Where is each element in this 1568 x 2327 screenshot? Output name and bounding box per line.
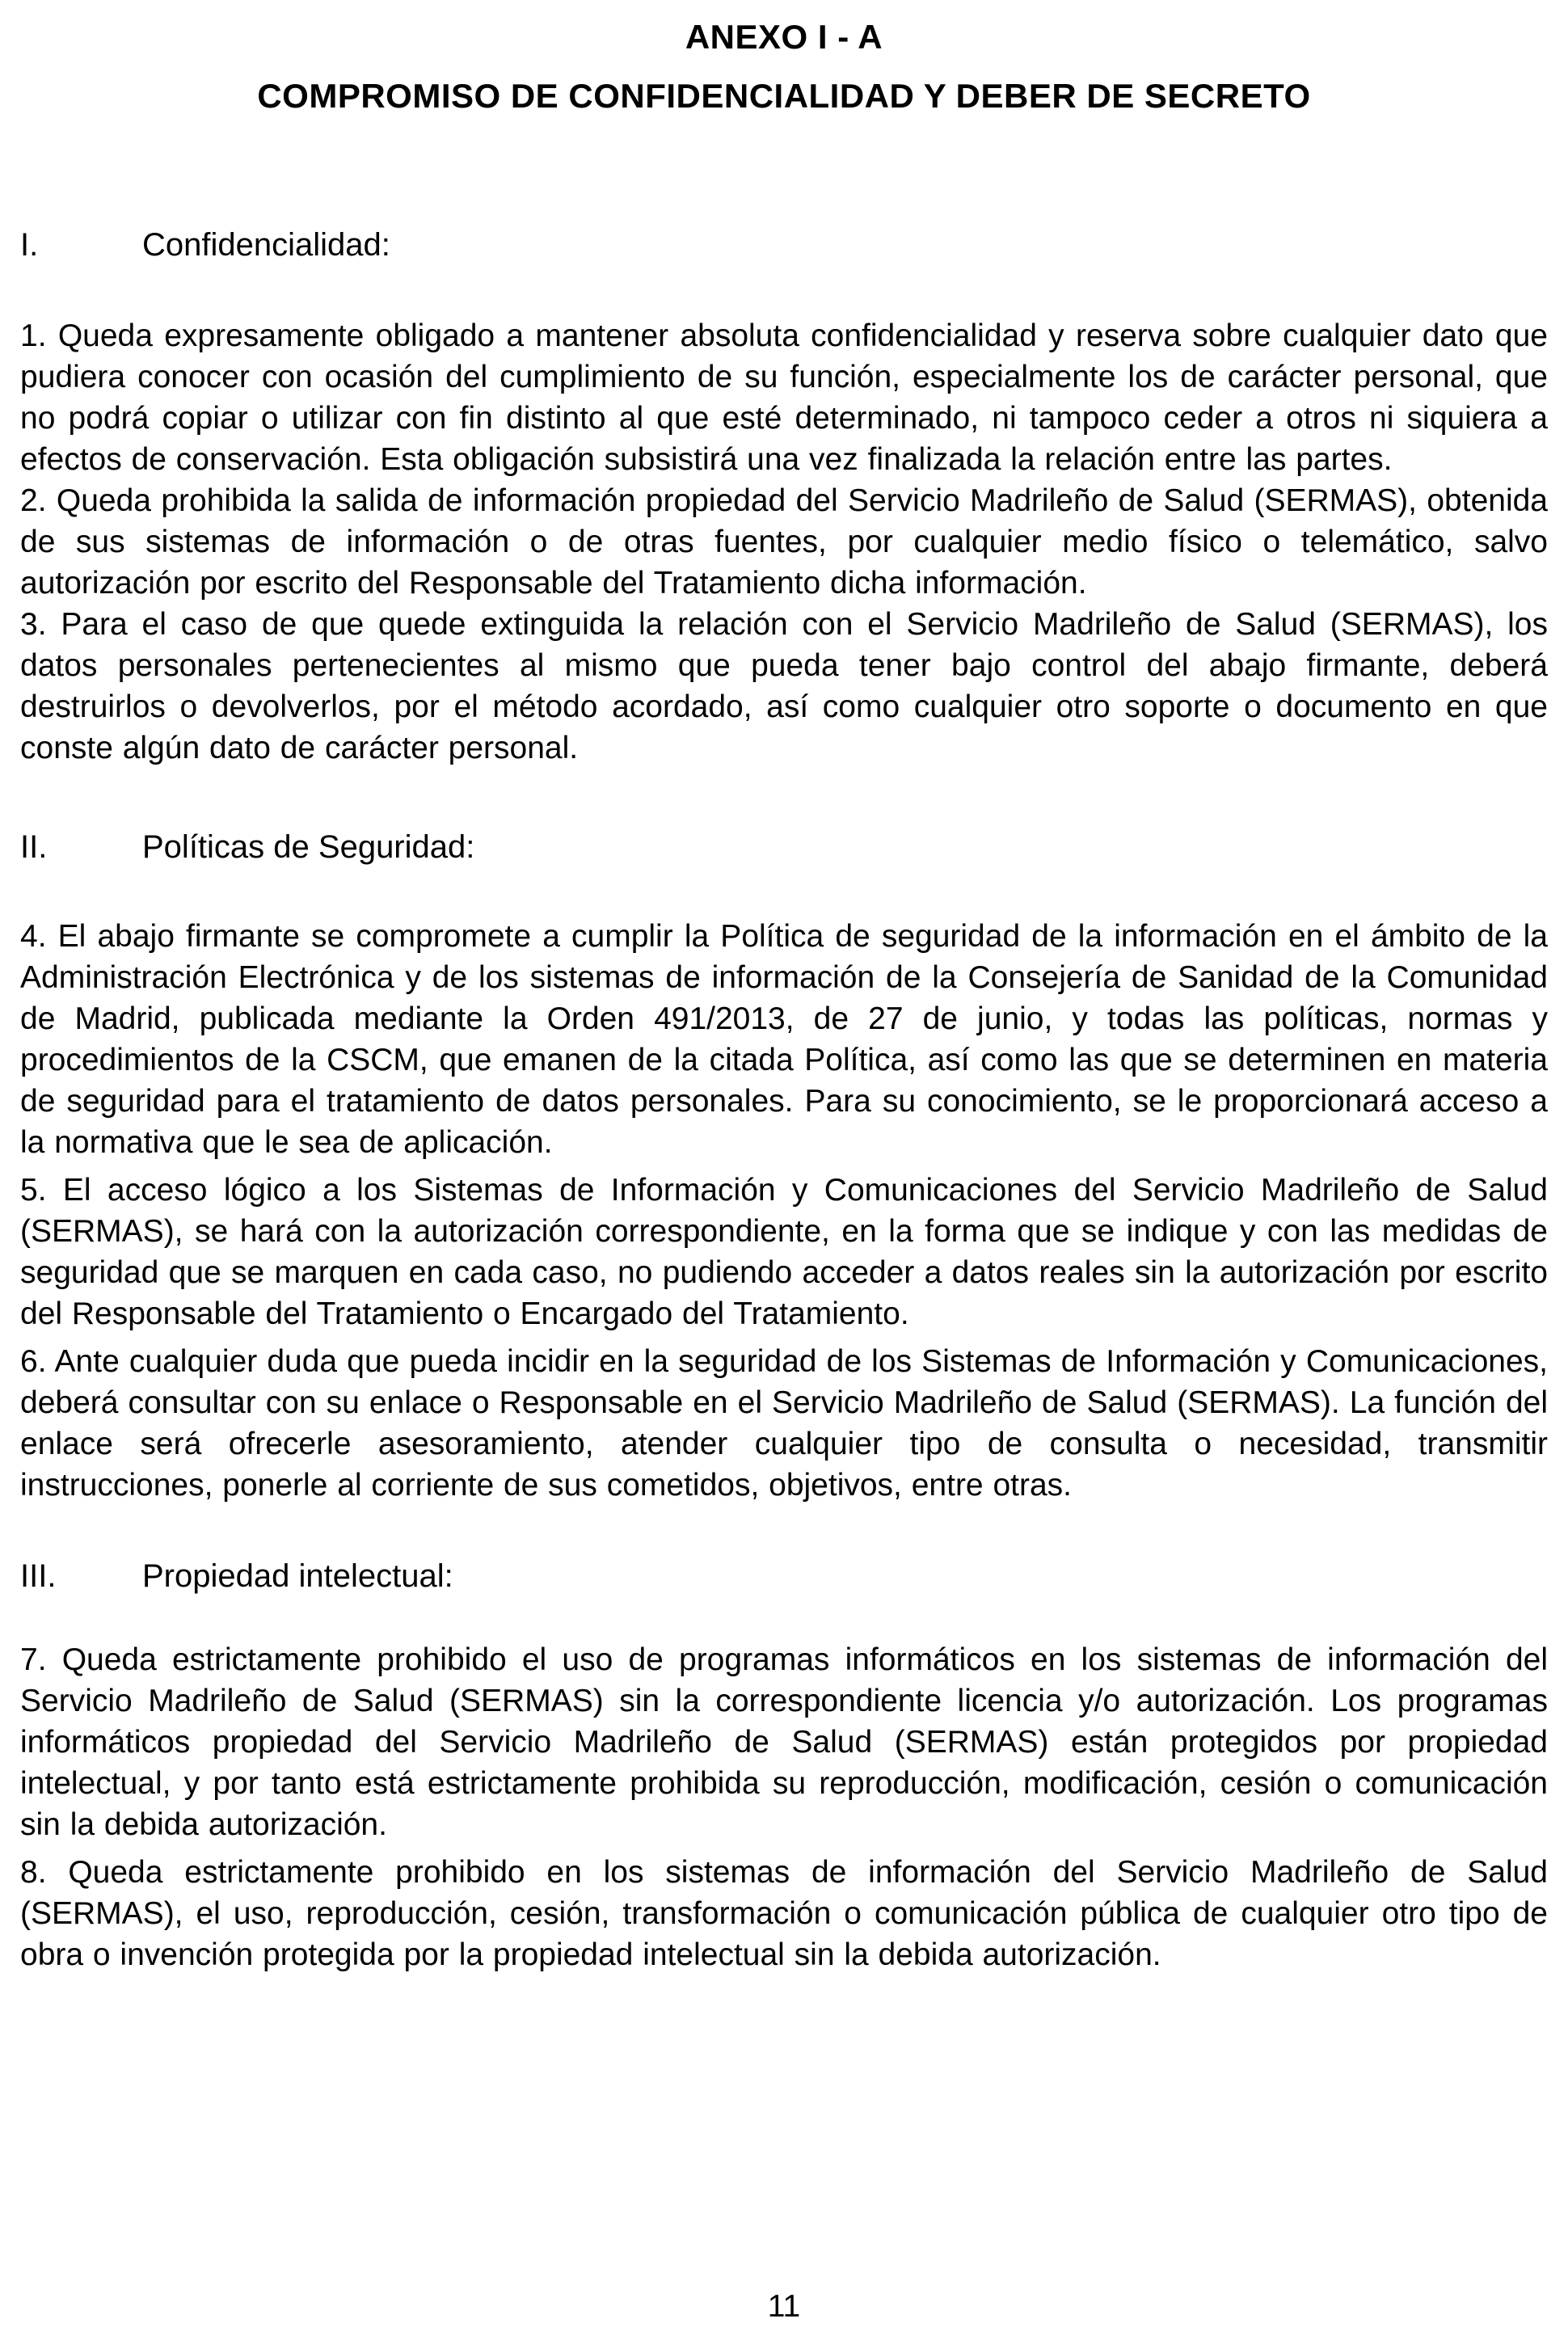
paragraph-8: 8. Queda estrictamente prohibido en los sistemas de información del Servicio Madrileño de Salud (SERMAS), el uso, reproducción, cesión, transformación o comunicación pública de cualquier otro tipo de obra o invención protegida por la propiedad intelectual sin la debida autorización. (20, 1855, 1548, 1972)
paragraph-2: 2. Queda prohibida la salida de información propiedad del Servicio Madrileño de Salud (SERMAS), obtenida de sus sistemas de información o de otras fuentes, por cualquier medio físico o telemático, salvo autorización por escrito del Responsable del Tratamiento dicha información. (20, 483, 1548, 601)
paragraph-7: 7. Queda estrictamente prohibido el uso de programas informáticos en los sistemas de información del Servicio Madrileño de Salud (SERMAS) sin la correspondiente licencia y/o autorización. Los programas informáticos propiedad del Servicio Madrileño de Salud (SERMAS) están protegidos por propiedad intelectual, y por tanto está estrictamente prohibida su reproducción, modificación, cesión o comunicación sin la debida autorización. (20, 1642, 1548, 1842)
section-numeral: III. (20, 1558, 57, 1594)
section-numeral: I. (20, 227, 39, 263)
document-page (0, 18, 1568, 2324)
section-numeral: II. (20, 829, 48, 865)
paragraph-1: 1. Queda expresamente obligado a mantener absoluta confidencialidad y reserva sobre cualquier dato que pudiera conocer con ocasión del cumplimiento de su función, especialmente los de carácter personal, que no podrá copiar o utilizar con fin distinto al que esté determinado, ni tampoco ceder a otros ni siquiera a efectos de conservación. Esta obligación subsistirá una vez finalizada la relación entre las partes. (20, 318, 1548, 477)
section-heading-confidencialidad (20, 225, 1548, 266)
section-heading-label: Políticas de Seguridad: (142, 829, 475, 865)
section-heading-politicas-seguridad (20, 827, 1548, 868)
paragraph-6: 6. Ante cualquier duda que pueda incidir en la seguridad de los Sistemas de Información y Comunicaciones, deberá consultar con su enlace o Responsable en el Servicio Madrileño de Salud (SERMAS). La función del enlace será ofrecerle asesoramiento, atender cualquier tipo de consulta o necesidad, transmitir instrucciones, ponerle al corriente de sus cometidos, objetivos, entre otras. (20, 1344, 1548, 1503)
section-heading-label: Confidencialidad: (142, 227, 390, 263)
section-heading-label: Propiedad intelectual: (142, 1558, 453, 1594)
paragraph-5: 5. El acceso lógico a los Sistemas de Información y Comunicaciones del Servicio Madrileño de Salud (SERMAS), se hará con la autorización correspondiente, en la forma que se indique y con las medidas de seguridad que se marquen en cada caso, no pudiendo acceder a datos reales sin la autorización por escrito del Responsable del Tratamiento o Encargado del Tratamiento. (20, 1173, 1548, 1331)
paragraph-4: 4. El abajo firmante se compromete a cumplir la Política de seguridad de la información en el ámbito de la Administración Electrónica y de los sistemas de información de la Consejería de Sanidad de la Comunidad de Madrid, publicada mediante la Orden 491/2013, de 27 de junio, y todas las políticas, normas y procedimientos de la CSCM, que emanen de la citada Política, así como las que se determinen en materia de seguridad para el tratamiento de datos personales. Para su conocimiento, se le proporcionará acceso a la normativa que le sea de aplicación. (20, 919, 1548, 1160)
paragraph-3: 3. Para el caso de que quede extinguida la relación con el Servicio Madrileño de Salud (SERMAS), los datos personales pertenecientes al mismo que pueda tener bajo control del abajo firmante, deberá destruirlos o devolverlos, por el método acordado, así como cualquier otro soporte o documento en que conste algún dato de carácter personal. (20, 607, 1548, 765)
doc-title: ANEXO I - A (685, 18, 883, 56)
doc-subtitle: COMPROMISO DE CONFIDENCIALIDAD Y DEBER DE SECRETO (257, 77, 1311, 115)
section-heading-propiedad-intelectual (20, 1556, 1548, 1597)
page-number: 11 (767, 2289, 801, 2324)
